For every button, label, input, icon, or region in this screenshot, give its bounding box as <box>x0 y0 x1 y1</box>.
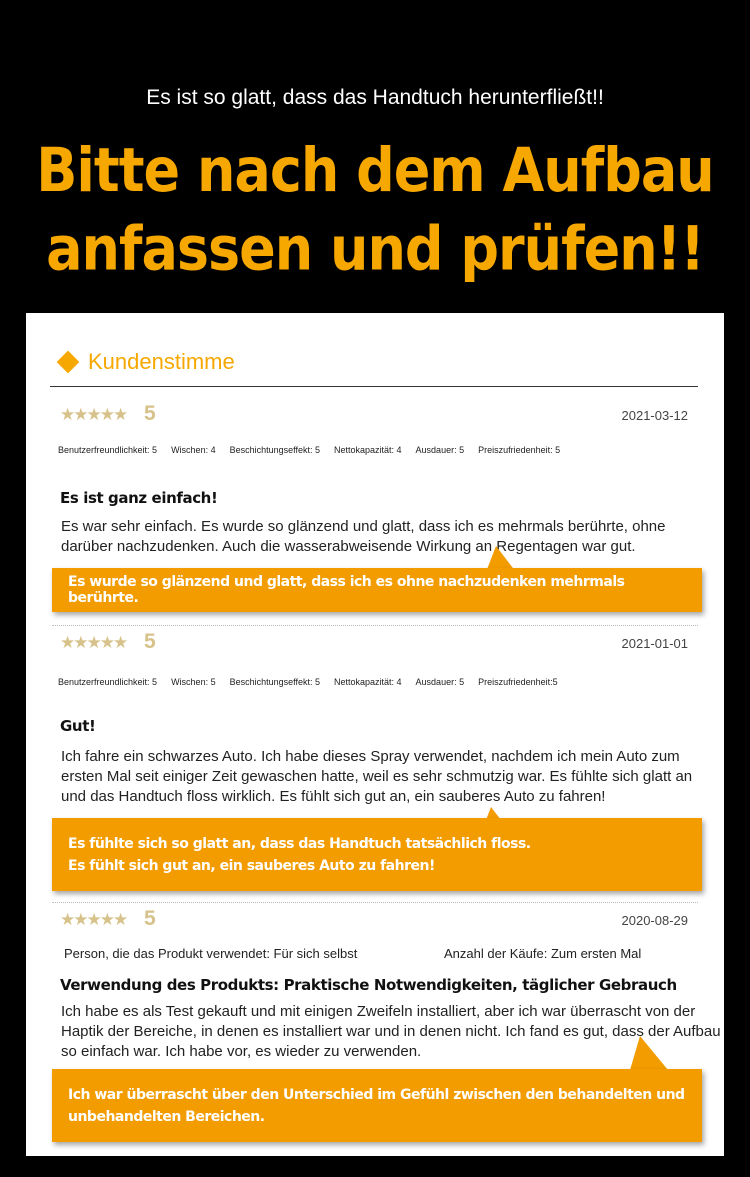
metric: Nettokapazität: 4 <box>334 445 402 455</box>
review-date: 2021-01-01 <box>621 636 688 651</box>
diamond-icon <box>57 351 80 374</box>
star-rating-icon: ★★★★★ <box>60 405 127 424</box>
hero-subtitle: Es ist so glatt, dass das Handtuch herunterfließt!! <box>146 86 604 109</box>
review-title: Es ist ganz einfach! <box>60 489 218 507</box>
callout-line: Es wurde so glänzend und glatt, dass ich es ohne nachzudenken mehrmals berührte. <box>68 574 625 606</box>
metric: Nettokapazität: 4 <box>334 677 402 687</box>
metric: Beschichtungseffekt: 5 <box>229 677 320 687</box>
highlight-callout <box>52 568 702 612</box>
hero-title-line-1: Bitte nach dem Aufbau <box>36 134 714 206</box>
rating-score: 5 <box>144 907 156 930</box>
rating-score: 5 <box>144 402 156 425</box>
metric: Beschichtungseffekt: 5 <box>229 445 320 455</box>
star-rating-icon: ★★★★★ <box>60 910 127 929</box>
callout-line: Es fühlt sich gut an, ein sauberes Auto zu fahren! <box>68 857 435 874</box>
section-title: Kundenstimme <box>88 349 235 374</box>
star-rating-icon: ★★★★★ <box>60 633 127 652</box>
review-title: Gut! <box>60 717 96 735</box>
purchase-count: Anzahl der Käufe: Zum ersten Mal <box>444 946 642 961</box>
review-body: Ich habe es als Test gekauft und mit einigen Zweifeln installiert, aber ich war überrascht von der Haptik der Bereiche, in denen es installiert war und in denen nicht. Ich fand es gut, dass der Aufbau so einfach war. Ich habe vor, es wieder zu verwenden. <box>61 1003 721 1060</box>
callout-pointer <box>630 1036 668 1070</box>
metric: Preiszufriedenheit: 5 <box>478 445 561 455</box>
review-date: 2021-03-12 <box>621 408 688 423</box>
review-separator <box>52 625 698 626</box>
customer-reviews-card <box>26 313 724 1156</box>
hero-title <box>0 132 750 289</box>
metric: Ausdauer: 5 <box>415 445 465 455</box>
review-date: 2020-08-29 <box>621 913 688 928</box>
callout-text: Ich war überrascht über den Unterschied im Gefühl zwischen den behandelten und unbehandelten Bereichen. <box>68 1086 685 1125</box>
highlight-callout <box>52 1069 702 1142</box>
metric: Benutzerfreundlichkeit: 5 <box>58 677 158 687</box>
section-divider <box>50 386 698 387</box>
hero-title-line-2: anfassen und prüfen!! <box>46 213 704 284</box>
highlight-callout-review-2 <box>52 818 702 891</box>
metric: Wischen: 5 <box>171 677 216 687</box>
review-body: Ich fahre ein schwarzes Auto. Ich habe dieses Spray verwendet, nachdem ich mein Auto zum ersten Mal seit einiger Zeit gewaschen hatte, weil es sehr schmutzig war. Es fühlte sich glatt an und das Handtuch floss wirklich. Es fühlt sich gut an, ein sauberes Auto zu fahren! <box>61 748 693 805</box>
review-separator <box>52 902 698 903</box>
metric: Benutzerfreundlichkeit: 5 <box>58 445 158 455</box>
review-body: Es war sehr einfach. Es wurde so glänzend und glatt, dass ich es mehrmals berührte, ohne darüber nachzudenken. Auch die wasserabweisende Wirkung an Regentagen war gut. <box>61 518 666 555</box>
rating-metrics <box>58 445 574 455</box>
rating-score: 5 <box>144 630 156 653</box>
section-header <box>56 349 235 375</box>
review-title: Verwendung des Produkts: Praktische Notwendigkeiten, täglicher Gebrauch <box>60 976 677 994</box>
product-user: Person, die das Produkt verwendet: Für sich selbst <box>64 946 358 961</box>
metric: Preiszufriedenheit:5 <box>478 677 558 687</box>
callout-line: Es fühlte sich so glatt an, dass das Handtuch tatsächlich floss. <box>68 835 531 852</box>
metric: Wischen: 4 <box>171 445 216 455</box>
rating-metrics <box>58 677 572 687</box>
metric: Ausdauer: 5 <box>415 677 465 687</box>
